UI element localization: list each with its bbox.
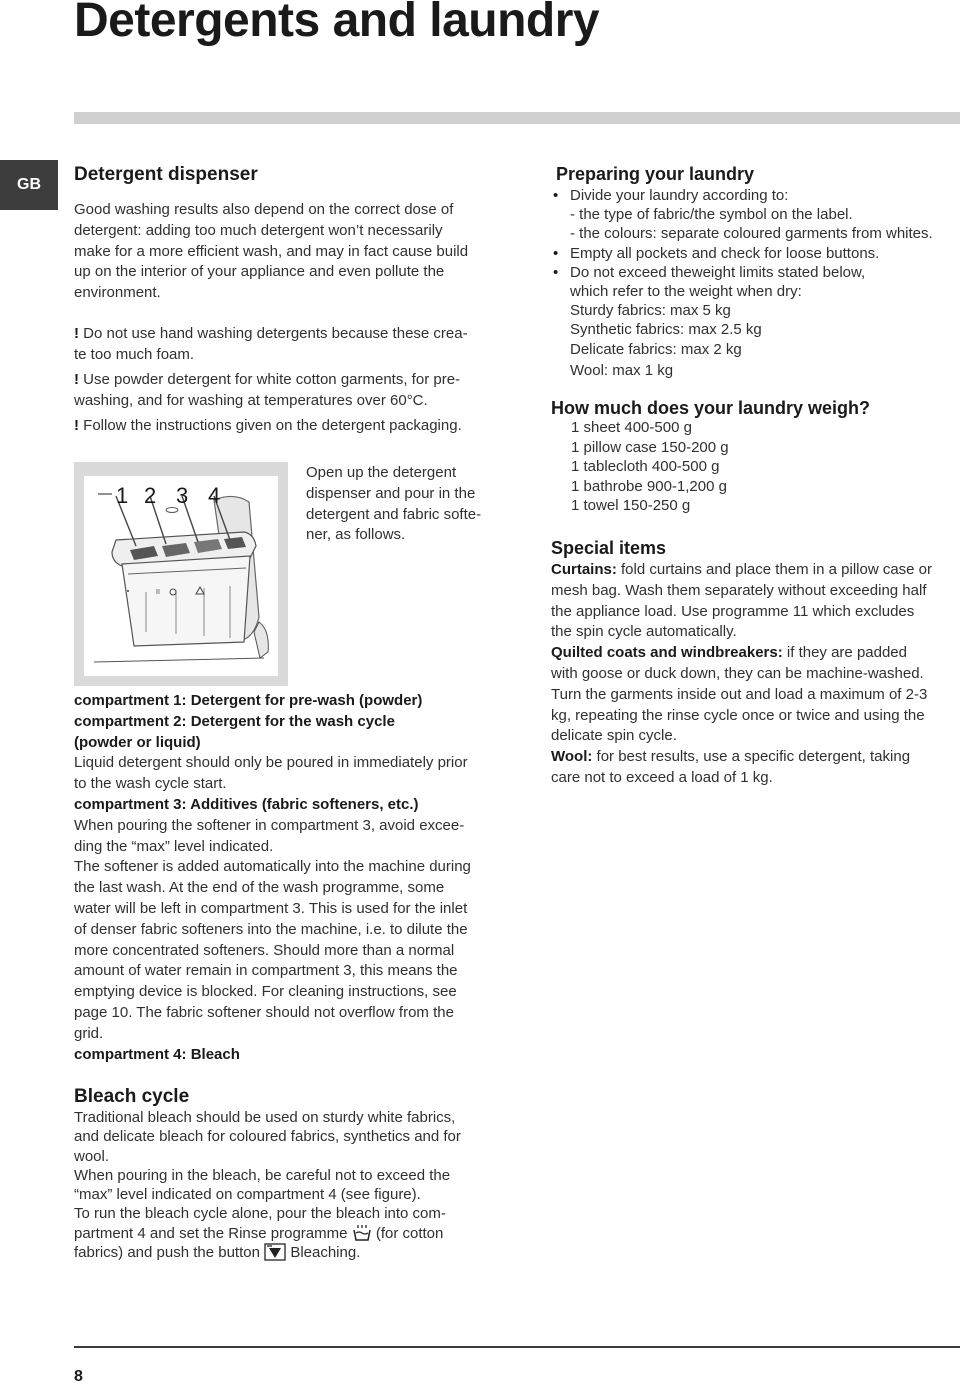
warning-text: Use powder detergent for white cotton garments, for pre- [83,371,461,388]
text-line: the spin cycle automatically. [551,623,737,641]
text-line: water will be left in compartment 3. This is used for the inlet [74,899,468,917]
text-line: delicate spin cycle. [551,727,677,745]
list-item: 1 towel 150-250 g [571,497,691,515]
text-line: ding the “max” level indicated. [74,837,274,855]
text-line: To run the bleach cycle alone, pour the bleach into com- [74,1205,446,1223]
text-line: (for cotton [375,1224,444,1242]
top-divider [74,112,960,124]
weight-limit: Delicate fabrics: max 2 kg [570,340,742,358]
text-line: grid. [74,1024,104,1042]
warning-text: te too much foam. [74,345,195,363]
text-line: wool. [74,1147,110,1165]
text-line: Bleaching. [290,1244,361,1262]
page-title: Detergents and laundry [74,0,600,47]
text-line: for best results, use a specific detergent, taking [596,748,911,766]
warning-text: washing, and for washing at temperatures over 60°C. [74,391,428,409]
bleach-cycle-heading: Bleach cycle [74,1086,190,1107]
warning-mark: ! [74,325,79,342]
text-line: fold curtains and place them in a pillow case or [621,561,933,578]
warning-hand-wash [74,324,514,366]
list-item: - the type of fabric/the symbol on the label. [570,206,853,224]
warning-mark: ! [74,371,79,388]
text-line: make for a more efficient wash, and may in fact cause build [74,242,469,260]
list-item: - the colours: separate coloured garments from whites. [570,225,933,243]
text-line: Liquid detergent should only be poured in immediately prior [74,754,468,772]
text-line: the appliance load. Use programme 11 which excludes [551,602,915,620]
text-line: “max” level indicated on compartment 4 (see figure). [74,1186,421,1204]
text-line: fabrics) and push the button [74,1244,260,1262]
warning-text: Do not use hand washing detergents because these crea- [83,325,468,342]
text-line: with goose or duck down, they can be machine-washed. [551,664,924,682]
text-line: detergent: adding too much detergent won’t necessarily [74,221,443,239]
text-line: detergent and fabric softe- [306,505,482,523]
preparing-laundry-list [551,186,956,380]
compartment-label-1: 1 [116,483,129,508]
text-line: ner, as follows. [306,526,406,544]
warning-text: Follow the instructions given on the detergent packaging. [83,417,462,434]
quilted-label: Quilted coats and windbreakers: [551,644,783,662]
text-line: mesh bag. Wash them separately without exceeding half [551,581,927,599]
compartment-2-heading: (powder or liquid) [74,733,201,751]
special-items-heading: Special items [551,538,667,558]
laundry-weight-list [571,418,951,516]
text-line: The softener is added automatically into the machine during [74,858,471,876]
compartment-label-4: 4 [208,483,221,508]
curtains-label: Curtains: [551,561,617,578]
warning-packaging [74,416,514,437]
text-line: up on the interior of your appliance and even pollute the [74,263,445,281]
preparing-laundry-heading: Preparing your laundry [556,164,755,184]
list-item: 1 pillow case 150-200 g [571,438,729,456]
list-item: which refer to the weight when dry: [570,283,802,301]
weight-limit: Synthetic fabrics: max 2.5 kg [570,321,762,339]
bleach-icon [264,1243,286,1261]
dispenser-drawing [74,462,288,686]
text-line: more concentrated softeners. Should more than a normal [74,941,455,959]
list-item: • Empty all pockets and check for loose buttons. [551,244,956,263]
text-line: dispenser and pour in the [306,484,476,502]
text-line: the last wash. At the end of the wash programme, some [74,879,445,897]
compartment-descriptions [74,691,524,1065]
text-line: to the wash cycle start. [74,775,227,793]
special-items-text [551,560,956,789]
compartment-4-heading: compartment 4: Bleach [74,1045,240,1063]
text-line: kg, repeating the rinse cycle once or twice and using the [551,706,925,724]
dispenser-illustration [74,462,288,686]
compartment-3-heading: compartment 3: Additives (fabric softeners, etc.) [74,795,419,813]
list-item: • Divide your laundry according to: [551,186,956,205]
compartment-2-heading: compartment 2: Detergent for the wash cycle [74,712,395,730]
text-line: emptying device is blocked. For cleaning instructions, see [74,983,457,1001]
text-line: partment 4 and set the Rinse programme [74,1224,348,1242]
text-line: amount of water remain in compartment 3, this means the [74,962,458,980]
bleach-cycle-text [74,1108,524,1262]
text-line: if they are padded [786,644,907,662]
list-item: 1 bathrobe 900-1,200 g [571,477,727,495]
text-line: environment. [74,284,161,302]
text-line: care not to exceed a load of 1 kg. [551,768,773,786]
weight-limit: Sturdy fabrics: max 5 kg [570,302,731,320]
text-line: Good washing results also depend on the correct dose of [74,201,454,218]
list-item: 1 sheet 400-500 g [571,419,692,436]
text-line: of denser fabric softeners into the machine, i.e. to dilute the [74,920,468,938]
warning-mark: ! [74,417,79,434]
text-line: When pouring the softener in compartment 3, avoid excee- [74,816,465,834]
page-number: 8 [74,1368,83,1385]
wool-label: Wool: [551,748,593,766]
laundry-weight-heading: How much does your laundry weigh? [551,398,871,418]
text-line: page 10. The fabric softener should not overflow from the [74,1003,454,1021]
detergent-dispenser-heading: Detergent dispenser [74,164,258,185]
compartment-1-heading: compartment 1: Detergent for pre-wash (powder) [74,692,423,709]
text-line: Traditional bleach should be used on sturdy white fabrics, [74,1109,456,1126]
compartment-label-2: 2 [144,483,157,508]
list-item: 1 tablecloth 400-500 g [571,458,720,476]
language-tab: GB [0,160,58,210]
list-item: • Do not exceed theweight limits stated below, [551,263,956,282]
weight-limit: Wool: max 1 kg [570,361,674,379]
text-line: and delicate bleach for coloured fabrics, synthetics and for [74,1128,461,1146]
compartment-label-3: 3 [176,483,189,508]
bottom-divider [74,1346,960,1348]
text-line: When pouring in the bleach, be careful not to exceed the [74,1166,451,1184]
detergent-intro [74,200,514,304]
warning-powder [74,370,514,412]
figure-caption [306,463,516,546]
text-line: Turn the garments inside out and load a maximum of 2-3 [551,685,928,703]
text-line: Open up the detergent [306,464,457,481]
rinse-icon [352,1224,372,1242]
svg-text:II: II [156,589,160,596]
